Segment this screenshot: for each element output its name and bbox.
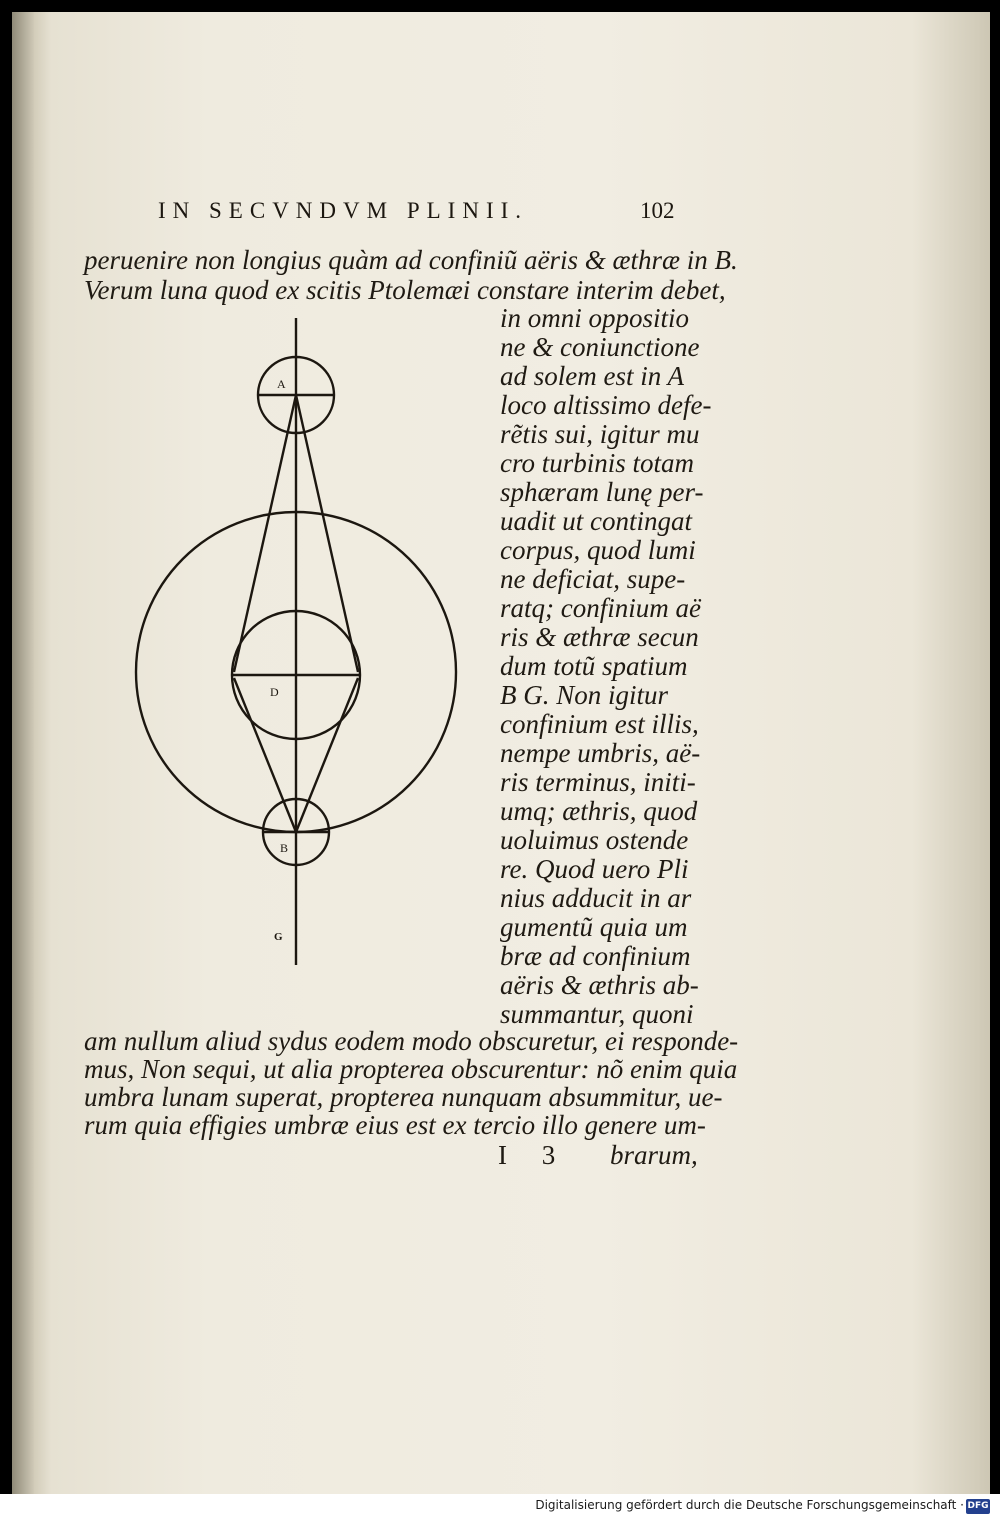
text-line: ratq; confinium aë — [500, 593, 701, 623]
text-line: corpus, quod lumi — [500, 535, 696, 565]
label-g: G — [274, 931, 283, 943]
text-line: nempe umbris, aë- — [500, 738, 701, 768]
text-line: confinium est illis, — [500, 709, 699, 739]
text-line: nius adducit in ar — [500, 883, 692, 913]
text-line: am nullum aliud sydus eodem modo obscuretur, ei responde- — [84, 1026, 739, 1056]
text-line: gumentũ quia um — [500, 912, 688, 942]
text-line: dum totũ spatium — [500, 651, 688, 681]
text-line: mus, Non sequi, ut alia propterea obscurentur: nõ enim quia — [84, 1054, 738, 1084]
text-line: aëris & æthris ab- — [500, 970, 699, 1000]
text-line: ne & coniunctione — [500, 332, 700, 362]
upper-cone-left — [234, 395, 296, 672]
dfg-logo: DFG — [966, 1499, 990, 1514]
text-line: rẽtis sui, igitur mu — [500, 419, 700, 449]
lower-cone-left — [234, 678, 296, 832]
text-line: ris & æthræ secun — [500, 622, 699, 652]
text-line: loco altissimo defe- — [500, 390, 712, 420]
catchword: brarum, — [610, 1140, 698, 1170]
digitization-credit: Digitalisierung gefördert durch die Deutsche Forschungsgemeinschaft · — [535, 1498, 964, 1512]
upper-cone-right — [296, 395, 358, 672]
label-b: B — [280, 841, 289, 855]
text-line: umbra lunam superat, propterea nunquam absummitur, ue- — [84, 1082, 723, 1112]
text-line: ne deficiat, supe- — [500, 564, 686, 594]
text-line: summantur, quoni — [500, 999, 694, 1029]
text-line: peruenire non longius quàm ad confiniũ aëris & æthræ in B. — [84, 245, 738, 275]
text-line: umq; æthris, quod — [500, 796, 698, 826]
running-title: IN SECVNDVM PLINII. — [158, 198, 529, 223]
text-line: Verum luna quod ex scitis Ptolemæi constare interim debet, — [84, 275, 726, 305]
text-line: uoluimus ostende — [500, 825, 689, 855]
text-line: B G. Non igitur — [500, 680, 669, 710]
signature-mark: I 3 — [498, 1140, 570, 1170]
label-a: A — [277, 377, 286, 391]
folio-number: 102 — [640, 198, 675, 223]
text-line: rum quia effigies umbræ eius est ex tercio illo genere um- — [84, 1110, 706, 1140]
text-line: ad solem est in A — [500, 361, 684, 391]
text-line: bræ ad confinium — [500, 941, 691, 971]
text-line: sphæram lunę per- — [500, 477, 704, 507]
text-line: in omni oppositio — [500, 303, 690, 333]
label-d: D — [270, 685, 279, 699]
lower-cone-right — [296, 678, 358, 832]
text-line: uadit ut contingat — [500, 506, 692, 536]
text-line: cro turbinis totam — [500, 448, 695, 478]
text-line: ris terminus, initi- — [500, 767, 696, 797]
text-line: re. Quod uero Pli — [500, 854, 689, 884]
